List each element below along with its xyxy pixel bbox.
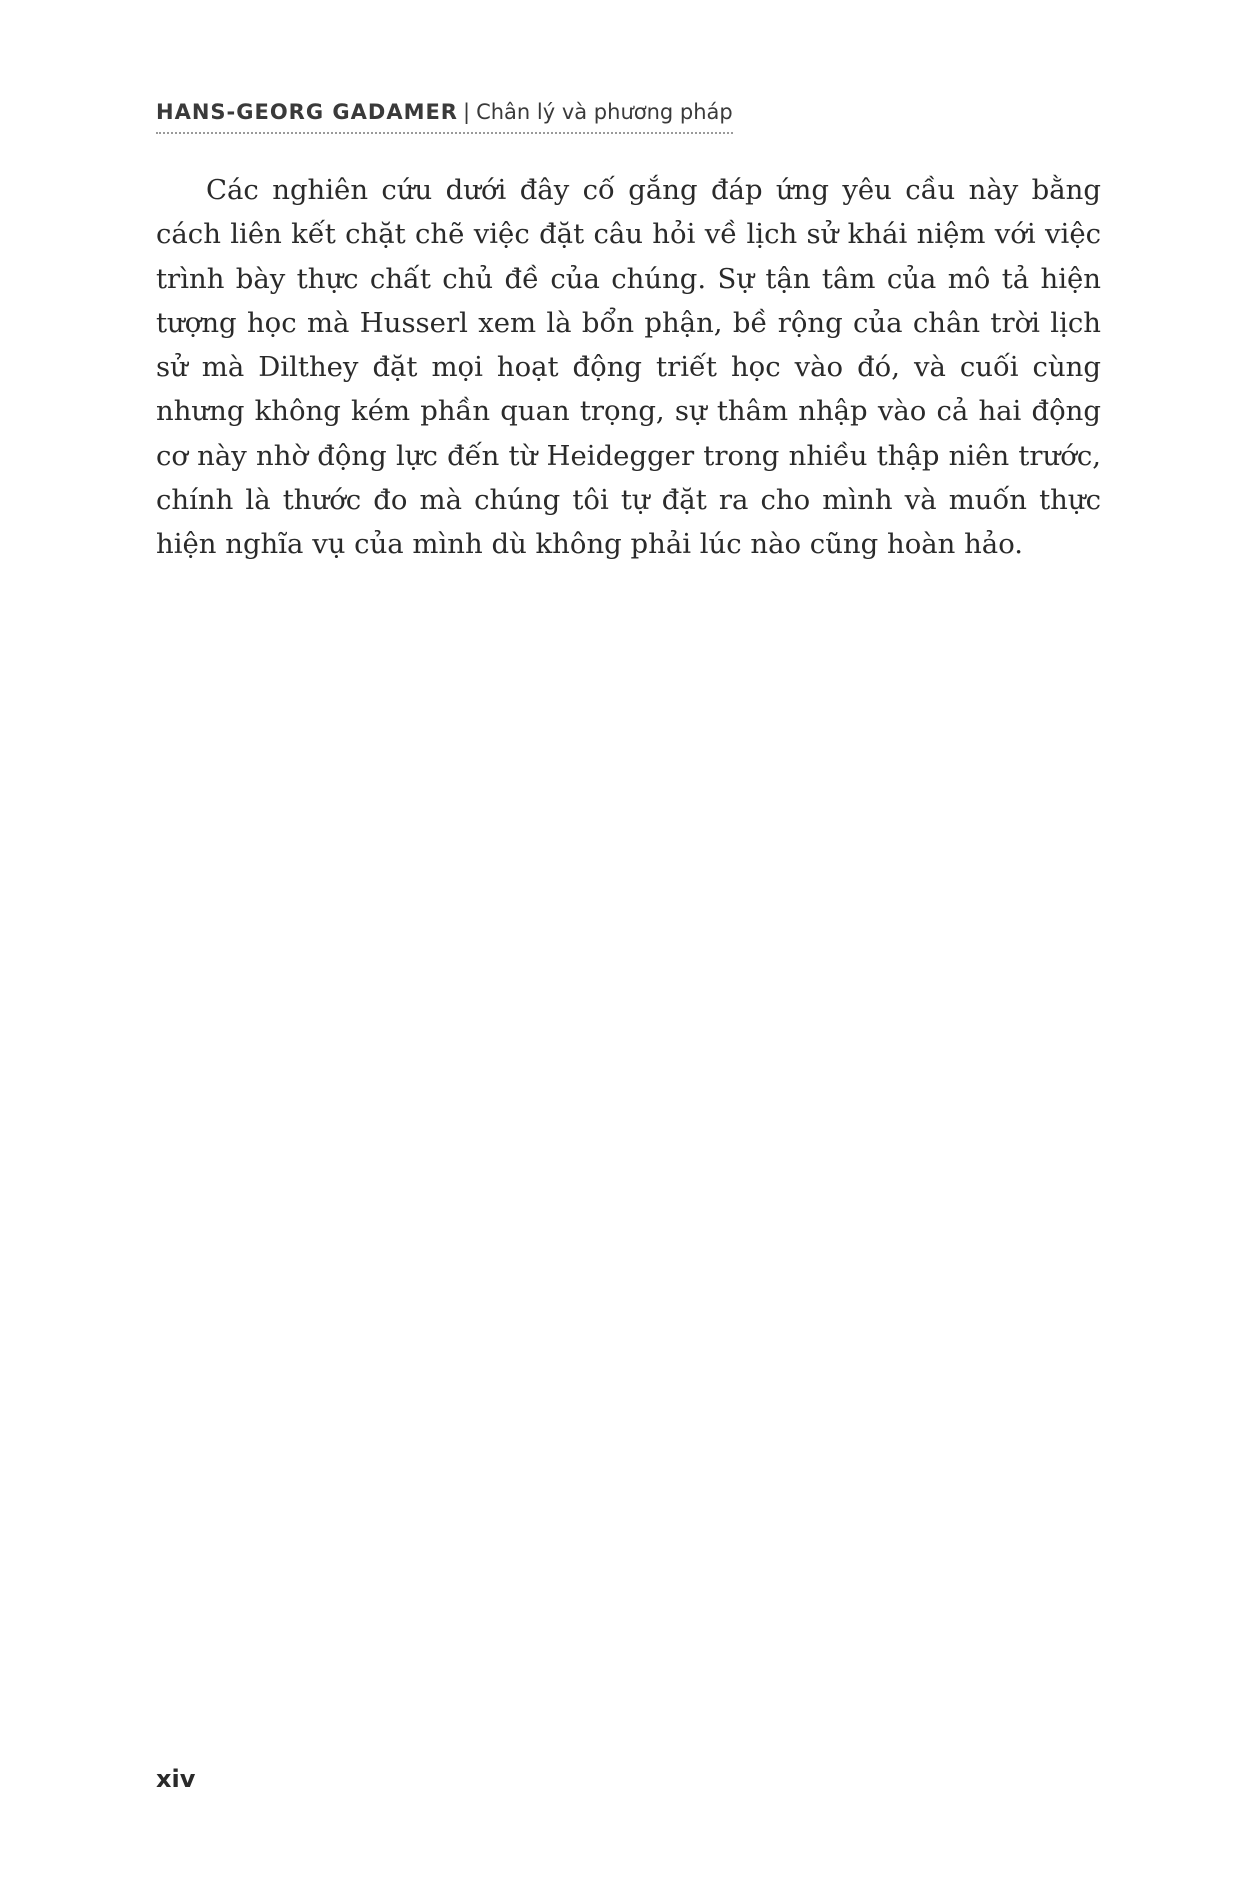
running-header <box>156 98 733 134</box>
header-author: HANS-GEORG GADAMER <box>156 100 458 124</box>
header-separator: | <box>462 100 471 124</box>
page-number: xiv <box>156 1765 196 1793</box>
body-paragraph: Các nghiên cứu dưới đây cố gắng đáp ứng yêu cầu này bằng cách liên kết chặt chẽ việc đặt câu hỏi về lịch sử khái niệm với việc trình bày thực chất chủ đề của chúng. Sự tận tâm của mô tả hiện tượng học mà Husserl xem là bổn phận, bề rộng của chân trời lịch sử mà Dilthey đặt mọi hoạt động triết học vào đó, và cuối cùng nhưng không kém phần quan trọng, sự thâm nhập vào cả hai động cơ này nhờ động lực đến từ Heidegger trong nhiều thập niên trước, chính là thước đo mà chúng tôi tự đặt ra cho mình và muốn thực hiện nghĩa vụ của mình dù không phải lúc nào cũng hoàn hảo. <box>156 174 1101 561</box>
header-book-title: Chân lý và phương pháp <box>476 100 733 124</box>
